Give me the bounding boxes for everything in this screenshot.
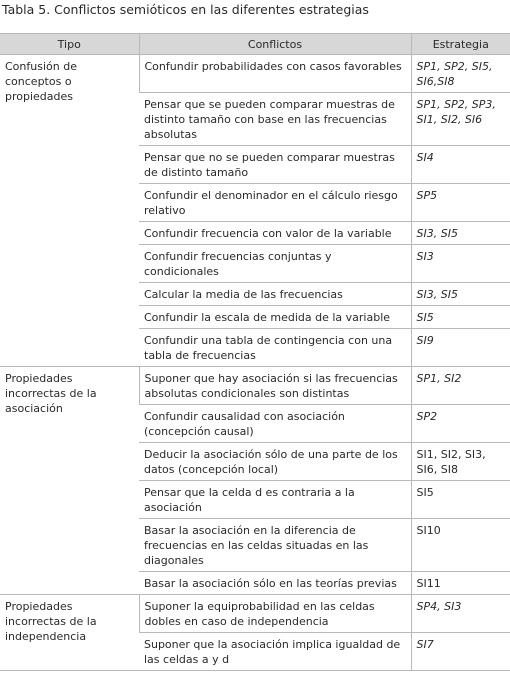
estrategia-cell: SP1, SP2, SI5, SI6,SI8 <box>411 55 510 93</box>
table-row <box>0 367 510 405</box>
conflicto-cell: Confundir una tabla de contingencia con una tabla de frecuencias <box>139 329 411 367</box>
conflicto-cell: Basar la asociación en la diferencia de frecuencias en las celdas situadas en las diagonales <box>139 519 411 572</box>
table-row <box>0 595 510 633</box>
conflicto-cell: Confundir frecuencias conjuntas y condicionales <box>139 245 411 283</box>
tipo-cell: Propiedades incorrectas de la asociación <box>0 367 139 595</box>
tipo-cell: Confusión de conceptos o propiedades <box>0 55 139 367</box>
table-body <box>0 55 510 671</box>
conflicto-cell: Confundir el denominador en el cálculo riesgo relativo <box>139 184 411 222</box>
estrategia-cell: SI1, SI2, SI3, SI6, SI8 <box>411 443 510 481</box>
estrategia-cell: SI5 <box>411 306 510 329</box>
tipo-cell: Propiedades incorrectas de la independencia <box>0 595 139 671</box>
conflicto-cell: Basar la asociación sólo en las teorías previas <box>139 572 411 595</box>
estrategia-cell: SP1, SP2, SP3, SI1, SI2, SI6 <box>411 93 510 146</box>
conflicto-cell: Pensar que no se pueden comparar muestras de distinto tamaño <box>139 146 411 184</box>
estrategia-cell: SI4 <box>411 146 510 184</box>
estrategia-cell: SP2 <box>411 405 510 443</box>
estrategia-cell: SI10 <box>411 519 510 572</box>
conflicto-cell: Confundir frecuencia con valor de la variable <box>139 222 411 245</box>
conflicto-cell: Suponer que hay asociación si las frecuencias absolutas condicionales son distintas <box>139 367 411 405</box>
conflicto-cell: Confundir causalidad con asociación (concepción causal) <box>139 405 411 443</box>
estrategia-cell: SI3 <box>411 245 510 283</box>
conflicto-cell: Confundir probabilidades con casos favorables <box>139 55 411 93</box>
conflicts-table <box>0 33 510 671</box>
estrategia-cell: SI3, SI5 <box>411 283 510 306</box>
table-header-row <box>0 34 510 55</box>
estrategia-cell: SP4, SI3 <box>411 595 510 633</box>
estrategia-cell: SP5 <box>411 184 510 222</box>
header-conflictos: Conflictos <box>139 34 411 55</box>
conflicto-cell: Suponer que la asociación implica igualdad de las celdas a y d <box>139 633 411 671</box>
estrategia-cell: SI3, SI5 <box>411 222 510 245</box>
conflicto-cell: Pensar que la celda d es contraria a la asociación <box>139 481 411 519</box>
estrategia-cell: SI5 <box>411 481 510 519</box>
table-caption: Tabla 5. Conflictos semióticos en las diferentes estrategias <box>2 2 369 17</box>
header-tipo: Tipo <box>0 34 139 55</box>
estrategia-cell: SI9 <box>411 329 510 367</box>
estrategia-cell: SI7 <box>411 633 510 671</box>
conflicto-cell: Suponer la equiprobabilidad en las celdas dobles en caso de independencia <box>139 595 411 633</box>
conflicto-cell: Confundir la escala de medida de la variable <box>139 306 411 329</box>
table-row <box>0 55 510 93</box>
estrategia-cell: SP1, SI2 <box>411 367 510 405</box>
conflicto-cell: Calcular la media de las frecuencias <box>139 283 411 306</box>
estrategia-cell: SI11 <box>411 572 510 595</box>
conflicto-cell: Pensar que se pueden comparar muestras de distinto tamaño con base en las frecuencias absolutas <box>139 93 411 146</box>
conflicto-cell: Deducir la asociación sólo de una parte de los datos (concepción local) <box>139 443 411 481</box>
header-estrategia: Estrategia <box>411 34 510 55</box>
